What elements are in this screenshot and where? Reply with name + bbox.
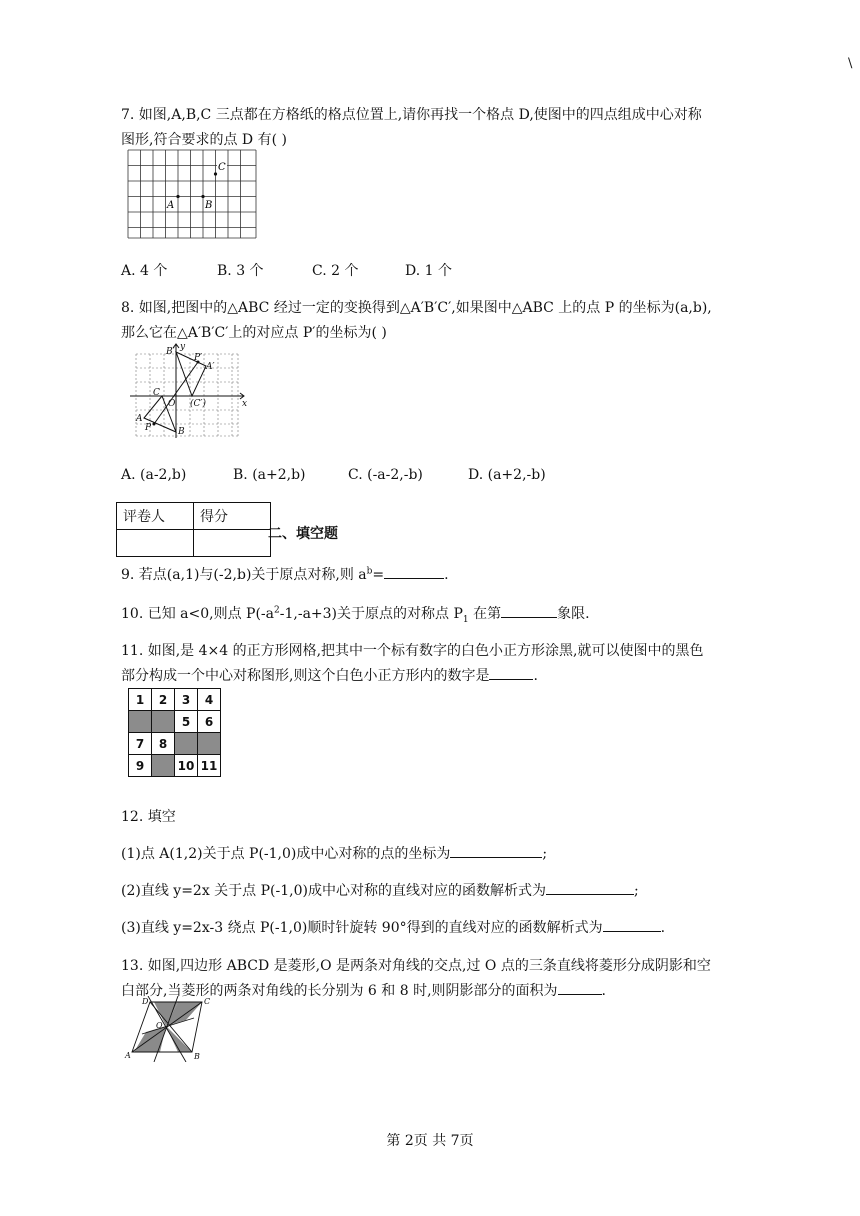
grid-cell: 9	[129, 755, 152, 777]
q9-prefix: 9. 若点(a,1)与(-2,b)关于原点对称,则 a	[121, 567, 367, 583]
q11-line1: 11. 如图,是 4×4 的正方形网格,把其中一个标有数字的白色小正方形涂黑,就可以使图中的黑色	[121, 643, 704, 659]
grid-cell: 7	[129, 733, 152, 755]
q12-title: 12. 填空	[121, 809, 176, 825]
q10-line	[121, 603, 590, 625]
grid-cell-shaded	[175, 733, 198, 755]
q8-label-c-prime: (C′)	[190, 399, 206, 409]
q7-option-d: D. 1 个	[405, 263, 452, 279]
q7-grid-figure	[126, 148, 258, 240]
q8-label-a-prime: A′	[206, 362, 215, 372]
grid-cell: 4	[198, 689, 221, 711]
q13-answer-blank[interactable]	[558, 982, 602, 995]
q12-part1-end: ;	[542, 846, 548, 862]
q10-answer-blank[interactable]	[501, 605, 557, 618]
q8-label-b-prime: B′	[166, 347, 175, 357]
q7-point-a	[176, 195, 179, 198]
q13-shaded-region	[166, 1026, 192, 1052]
grid-cell-shaded	[198, 733, 221, 755]
score-table	[116, 502, 271, 557]
q9-end: .	[444, 567, 449, 583]
score-table-grader-cell	[117, 530, 194, 557]
q8-label-b: B	[178, 427, 185, 437]
q11-end: .	[533, 668, 538, 684]
q12-part3-text: (3)直线 y=2x-3 绕点 P(-1,0)顺时针旋转 90°得到的直线对应的函数解析式为	[121, 920, 603, 936]
q8-line2: 那么它在△A′B′C′上的对应点 P′的坐标为( )	[121, 325, 387, 341]
q12-part3	[121, 917, 665, 937]
q12-part3-end: .	[660, 920, 666, 936]
q8-label-p-prime: P′	[194, 353, 203, 363]
q8-coordinate-figure	[128, 340, 252, 440]
q7-line1: 7. 如图,A,B,C 三点都在方格纸的格点位置上,请你再找一个格点 D,使图中的四点组成中心对称	[121, 107, 702, 123]
q13-label-d: D	[142, 997, 149, 1006]
q8-option-d: D. (a+2,-b)	[468, 467, 546, 483]
q8-label-a: A	[136, 414, 143, 424]
q9-sup: b	[366, 566, 373, 577]
q8-option-a: A. (a-2,b)	[121, 467, 187, 483]
grid-cell-shaded	[152, 711, 175, 733]
q13-line1: 13. 如图,四边形 ABCD 是菱形,O 是两条对角线的交点,过 O 点的三条直线将菱形分成阴影和空	[121, 958, 711, 974]
q7-line2: 图形,符合要求的点 D 有( )	[121, 132, 287, 148]
score-table-grader-header: 评卷人	[117, 503, 194, 530]
q9-answer-blank[interactable]	[384, 566, 444, 579]
page-footer: 第 2页 共 7页	[386, 1133, 474, 1149]
q7-point-b	[201, 195, 204, 198]
grid-cell: 5	[175, 711, 198, 733]
q13-line2-text: 白部分,当菱形的两条对角线的长分别为 6 和 8 时,则阴影部分的面积为	[121, 983, 558, 999]
q9-line	[121, 564, 449, 584]
q9-suffix: =	[372, 567, 385, 583]
q7-label-b: B	[205, 200, 213, 211]
corner-mark: \	[848, 56, 853, 71]
q11-answer-blank[interactable]	[489, 667, 533, 680]
q10-end: 象限.	[557, 606, 590, 622]
grid-cell: 2	[152, 689, 175, 711]
q7-point-c	[214, 172, 217, 175]
q12-part2-blank[interactable]	[546, 882, 634, 895]
q12-part2	[121, 880, 639, 900]
q10-text2: -1,-a+3)关于原点的对称点 P	[279, 606, 463, 622]
section-title: 二、填空题	[268, 526, 338, 542]
q8-label-c: C	[153, 388, 160, 398]
score-table-score-cell	[194, 530, 271, 557]
q8-label-x: x	[242, 399, 248, 409]
q12-part2-text: (2)直线 y=2x 关于点 P(-1,0)成中心对称的直线对应的函数解析式为	[121, 883, 546, 899]
q8-option-c: C. (-a-2,-b)	[348, 467, 423, 483]
q8-label-o: O	[168, 399, 176, 409]
q12-part3-blank[interactable]	[603, 919, 661, 932]
q13-label-c: C	[204, 997, 211, 1006]
q10-sup: 2	[274, 605, 280, 616]
grid-cell-shaded	[129, 711, 152, 733]
q8-label-y: y	[180, 342, 186, 352]
q13-label-o: O	[156, 1021, 163, 1030]
grid-cell: 10	[175, 755, 198, 777]
q8-option-b: B. (a+2,b)	[233, 467, 306, 483]
q8-label-p: P	[145, 423, 152, 433]
grid-cell: 8	[152, 733, 175, 755]
q11-line2	[121, 665, 538, 685]
q7-label-c: C	[218, 162, 226, 173]
q11-number-grid	[128, 688, 221, 777]
q13-label-a: A	[125, 1051, 131, 1060]
grid-cell-shaded	[152, 755, 175, 777]
q10-text1: 10. 已知 a<0,则点 P(-a	[121, 606, 275, 622]
q10-text3: 在第	[468, 606, 502, 622]
q12-part1-text: (1)点 A(1,2)关于点 P(-1,0)成中心对称的点的坐标为	[121, 846, 451, 862]
q7-option-c: C. 2 个	[312, 263, 359, 279]
grid-cell: 6	[198, 711, 221, 733]
q13-end: .	[601, 983, 606, 999]
score-table-score-header: 得分	[194, 503, 271, 530]
grid-cell: 3	[175, 689, 198, 711]
q7-option-a: A. 4 个	[121, 263, 168, 279]
q7-option-b: B. 3 个	[217, 263, 264, 279]
q10-sub: 1	[462, 614, 469, 625]
grid-cell: 11	[198, 755, 221, 777]
q12-part2-end: ;	[633, 883, 639, 899]
q12-part1-blank[interactable]	[450, 845, 542, 858]
q12-part1	[121, 843, 547, 863]
q11-line2-text: 部分构成一个中心对称图形,则这个白色小正方形内的数字是	[121, 668, 490, 684]
grid-cell: 1	[129, 689, 152, 711]
q8-line1: 8. 如图,把图中的△ABC 经过一定的变换得到△A′B′C′,如果图中△ABC 上的点 P 的坐标为(a,b),	[121, 300, 712, 316]
q7-label-a: A	[167, 200, 175, 211]
q13-label-b: B	[194, 1052, 200, 1061]
q13-rhombus-figure	[120, 996, 220, 1062]
